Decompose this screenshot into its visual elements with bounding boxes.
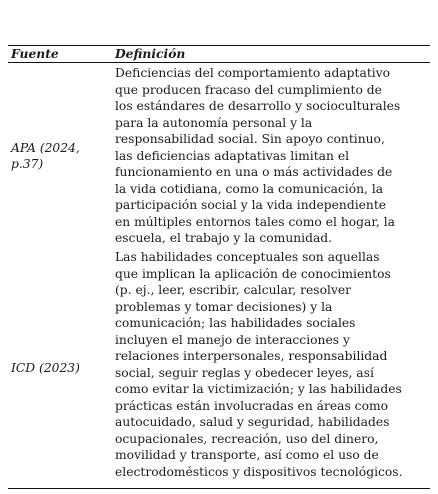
- source-line: p.37): [11, 157, 44, 171]
- definition-line: autocuidado, salud y seguridad, habilidades: [115, 415, 390, 429]
- row-definition-icd: [115, 249, 433, 480]
- definition-line: (p. ej., leer, escribir, calcular, resolver: [115, 283, 352, 297]
- definition-line: para la autonomía personal y la: [115, 115, 313, 130]
- definition-line: incluyen el manejo de interacciones y: [115, 332, 350, 347]
- definition-line: que implican la aplicación de conocimientos: [115, 266, 391, 281]
- definition-line: los estándares de desarrollo y socioculturales: [115, 99, 401, 113]
- definition-line: prácticas están involucradas en áreas como: [115, 398, 389, 413]
- definition-line: responsabilidad social. Sin apoyo continuo,: [115, 132, 385, 146]
- definition-line: Las habilidades conceptuales son aquellas: [115, 250, 380, 264]
- definition-line: la vida cotidiana, como la comunicación, la: [115, 181, 384, 196]
- source-line: ICD (2023): [11, 361, 80, 375]
- definition-line: que producen fracaso del cumplimiento de: [115, 82, 382, 97]
- row-source-apa: [11, 140, 106, 172]
- table-header-rule: [8, 62, 430, 63]
- definition-line: relaciones interpersonales, responsabilidad: [115, 349, 388, 363]
- header-source: Fuente: [11, 46, 59, 61]
- definition-line: electrodomésticos y dispositivos tecnológicos.: [115, 464, 403, 479]
- header-definition: Definición: [115, 46, 186, 61]
- row-source-icd: [11, 360, 106, 376]
- table-bottom-rule: [8, 488, 430, 489]
- definition-line: social, seguir reglas y obedecer leyes, así: [115, 365, 374, 380]
- definition-line: participación social y la vida independiente: [115, 198, 387, 212]
- definition-line: movilidad y transporte, así como el uso de: [115, 448, 379, 462]
- definition-line: funcionamiento en una o más actividades de: [115, 165, 393, 179]
- definition-line: comunicación; las habilidades sociales: [115, 316, 356, 330]
- definition-line: escuela, el trabajo y la comunidad.: [115, 231, 333, 245]
- definition-line: como evitar la victimización; y las habilidades: [115, 382, 402, 396]
- table-top-rule: [8, 45, 430, 46]
- definition-line: ocupacionales, recreación, uso del dinero,: [115, 431, 379, 446]
- definition-line: las deficiencias adaptativas limitan el: [115, 148, 350, 163]
- definition-line: Deficiencias del comportamiento adaptativo: [115, 66, 391, 80]
- definition-line: problemas y tomar decisiones) y la: [115, 299, 333, 314]
- row-definition-apa: [115, 65, 433, 247]
- source-line: APA (2024,: [11, 141, 80, 155]
- definition-line: en múltiples entornos tales como el hogar, la: [115, 214, 395, 229]
